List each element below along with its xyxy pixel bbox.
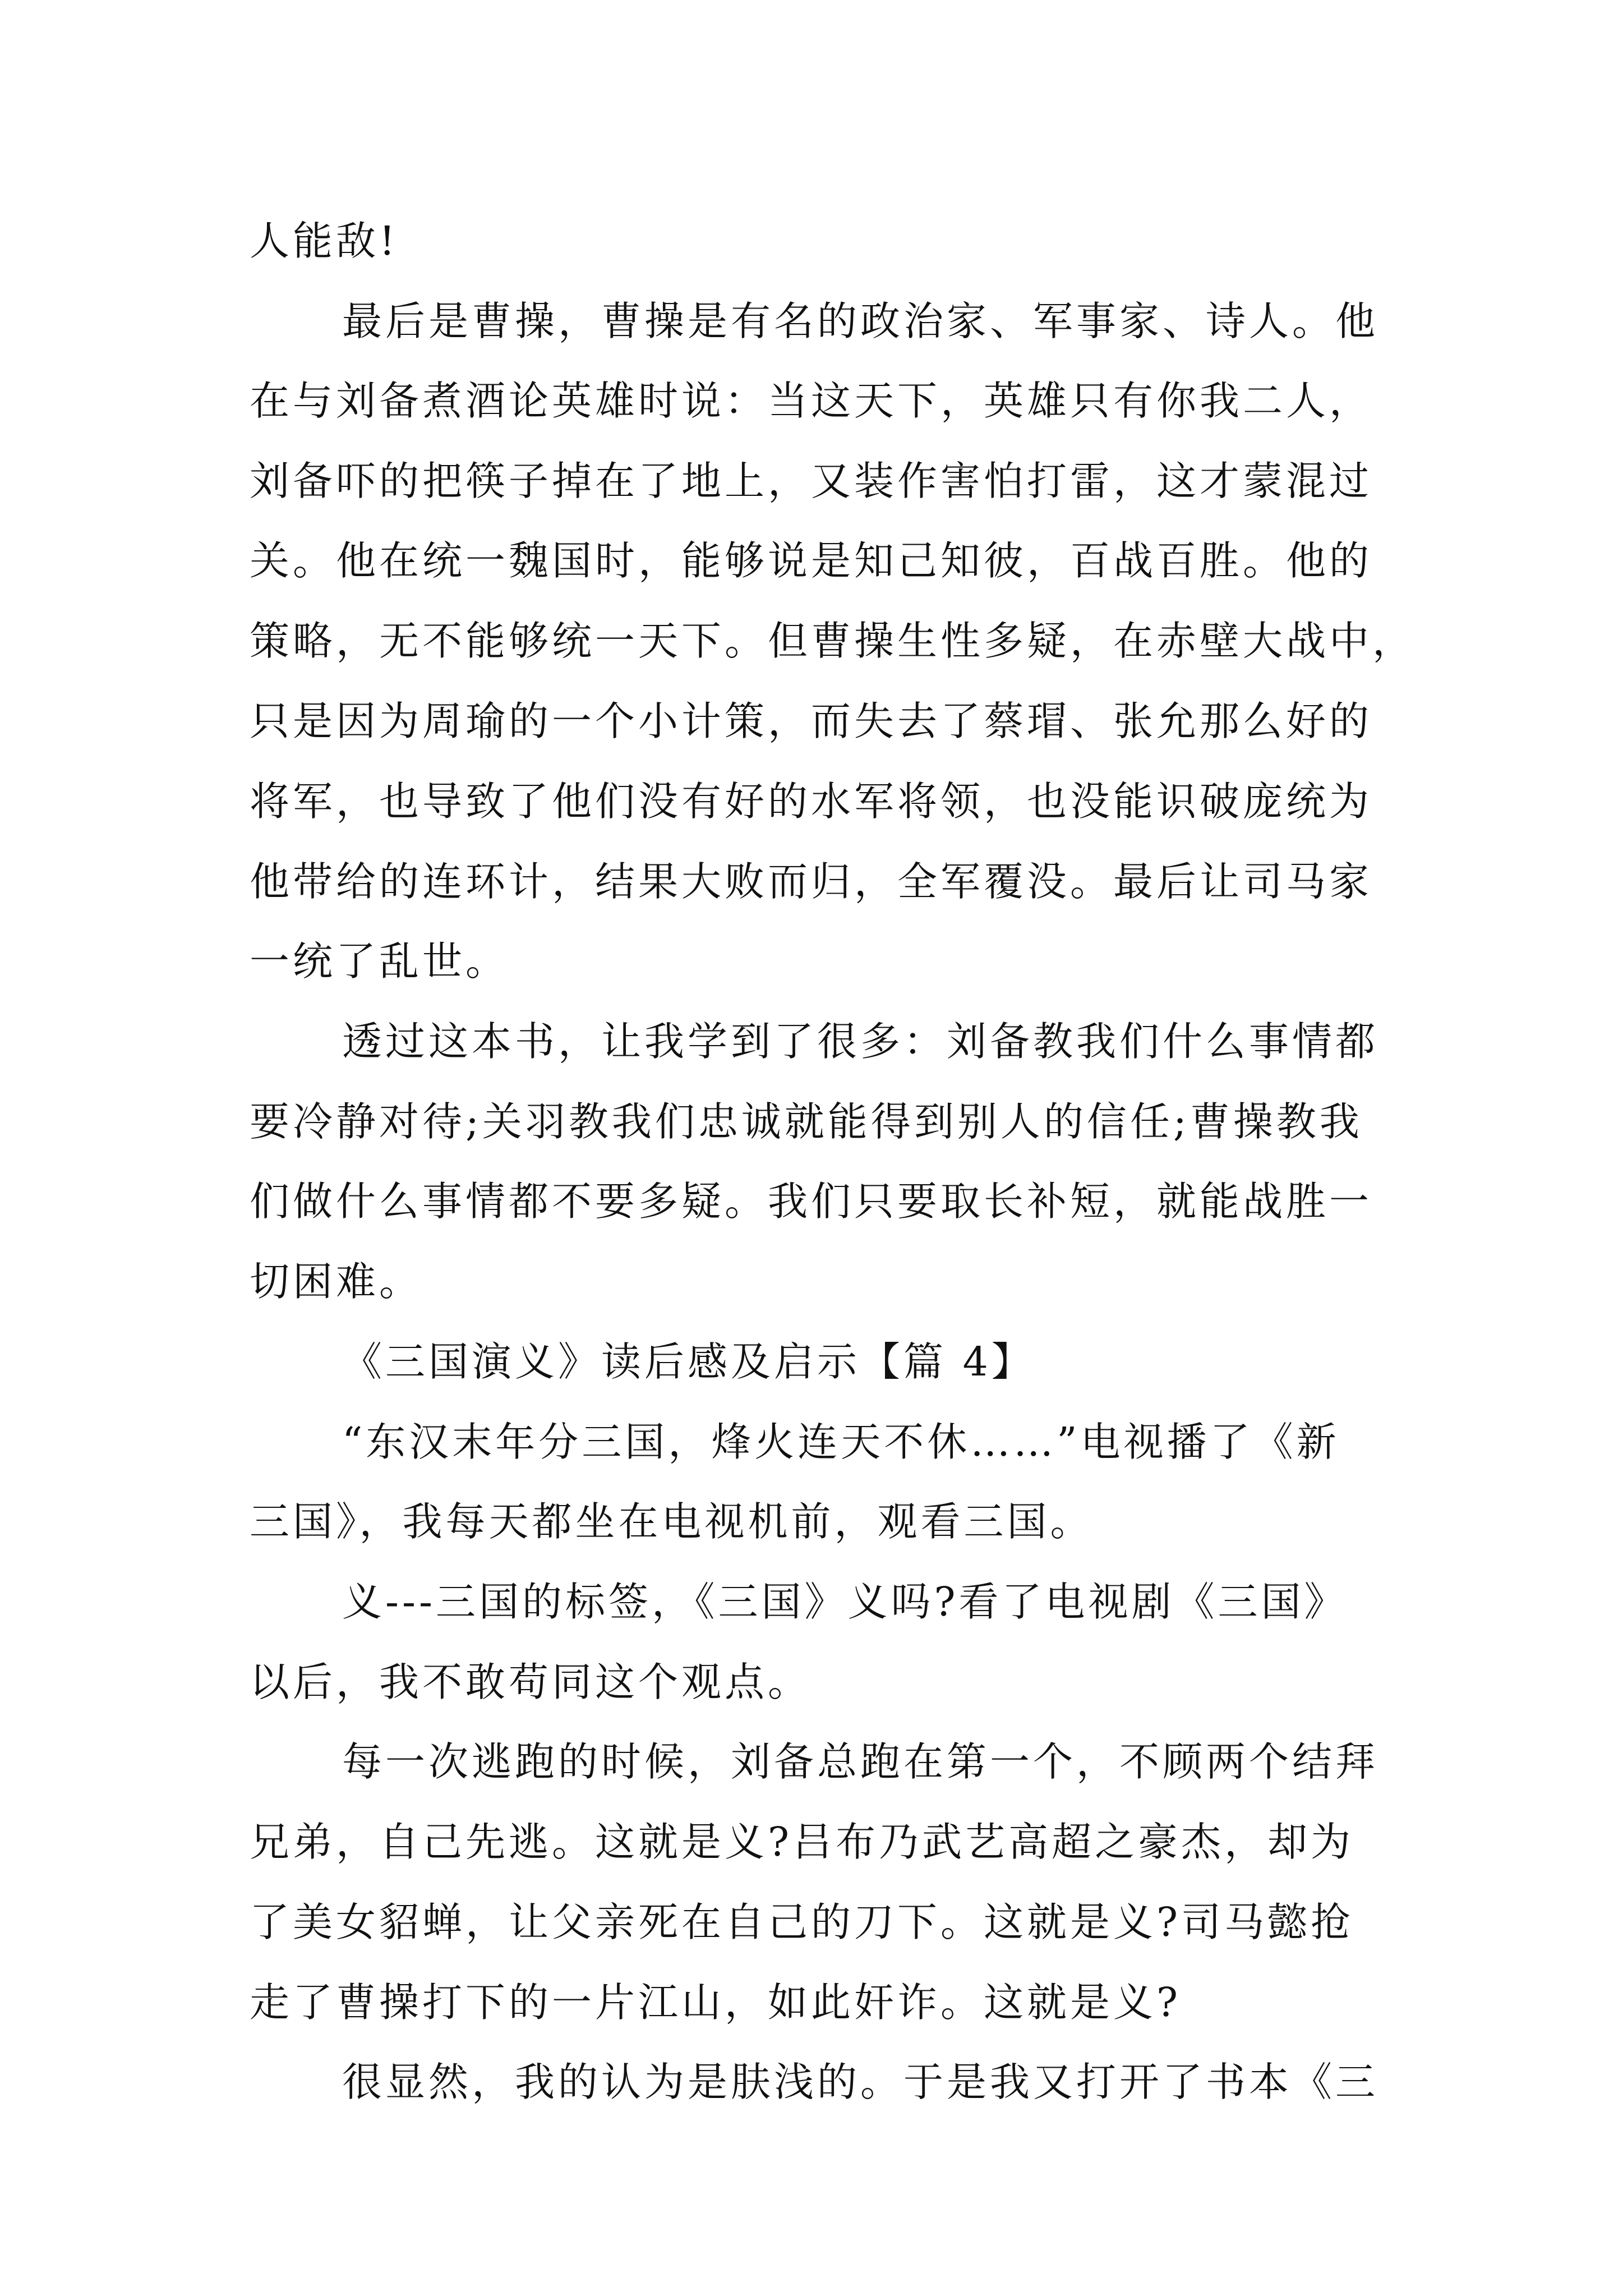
text-line: 将军，也导致了他们没有好的水军将领，也没能识破庞统为: [250, 778, 1373, 825]
paragraph-start-line: 透过这本书，让我学到了很多：刘备教我们什么事情都: [342, 1018, 1379, 1065]
text-line: 在与刘备煮酒论英雄时说：当这天下，英雄只有你我二人，: [250, 378, 1373, 424]
text-line: 人能敌!: [250, 218, 399, 264]
text-line: 关。他在统一魏国时，能够说是知己知彼，百战百胜。他的: [250, 537, 1373, 584]
text-line: 只是因为周瑜的一个小计策，而失去了蔡瑁、张允那么好的: [250, 698, 1373, 744]
paragraph-start-line: 每一次逃跑的时候，刘备总跑在第一个，不顾两个结拜: [342, 1738, 1379, 1785]
text-line: 了美女貂蝉，让父亲死在自己的刀下。这就是义?司马懿抢: [250, 1899, 1354, 1945]
text-line: 他带给的连环计，结果大败而归，全军覆没。最后让司马家: [250, 858, 1373, 905]
text-line: 一统了乱世。: [250, 938, 509, 984]
paragraph-start-line: 很显然，我的认为是肤浅的。于是我又打开了书本《三: [342, 2059, 1379, 2105]
text-line: 以后，我不敢苟同这个观点。: [250, 1659, 811, 1705]
text-line: 策略，无不能够统一天下。但曹操生性多疑，在赤壁大战中，: [250, 618, 1416, 664]
text-line: 刘备吓的把筷子掉在了地上，又装作害怕打雷，这才蒙混过: [250, 458, 1373, 504]
paragraph-start-line: 义---三国的标签，《三国》义吗?看了电视剧《三国》: [342, 1579, 1348, 1625]
text-line: 兄弟，自己先逃。这就是义?吕布乃武艺高超之豪杰，却为: [250, 1819, 1354, 1865]
text-line: 切困难。: [250, 1258, 423, 1305]
paragraph-start-line: “东汉末年分三国，烽火连天不休……”电视播了《新: [342, 1419, 1340, 1465]
text-line: 要冷静对待;关羽教我们忠诚就能得到别人的信任;曹操教我: [250, 1098, 1363, 1145]
paragraph-start-line: 最后是曹操，曹操是有名的政治家、军事家、诗人。他: [342, 298, 1379, 344]
text-line: 们做什么事情都不要多疑。我们只要取长补短，就能战胜一: [250, 1178, 1373, 1225]
text-line: 三国》，我每天都坐在电视机前，观看三国。: [250, 1498, 1094, 1545]
section-heading: 《三国演义》读后感及启示【篇 4】: [342, 1338, 1035, 1385]
text-line: 走了曹操打下的一片江山，如此奸诈。这就是义?: [250, 1979, 1182, 2026]
